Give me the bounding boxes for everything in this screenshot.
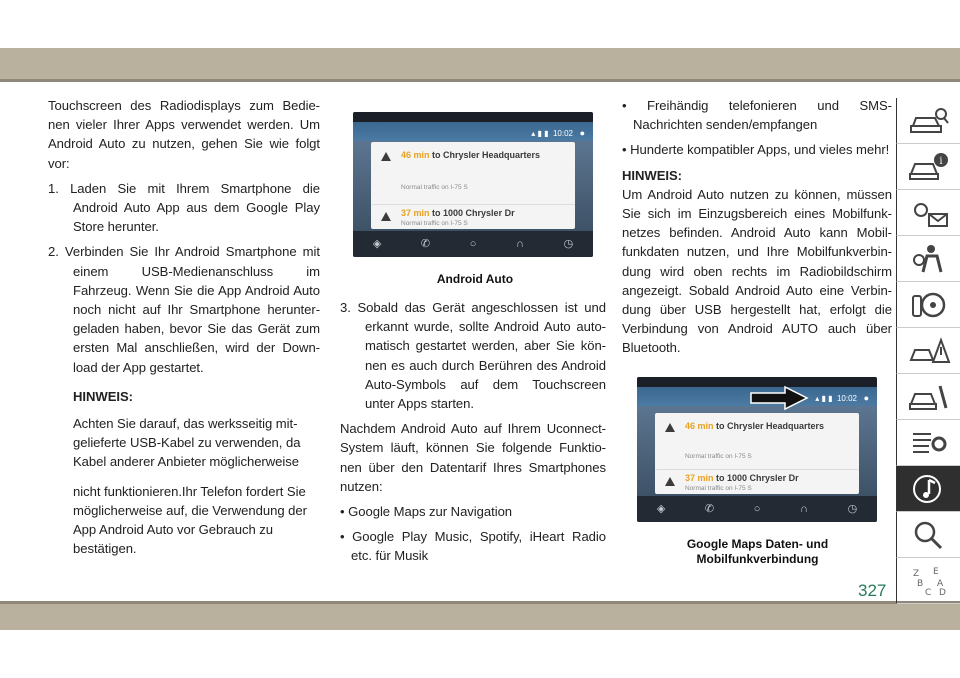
- bullet-music: • Google Play Music, Spotify, iHeart Radio etc. für Musik: [340, 529, 606, 564]
- step-3: 3. Sobald das Gerät angeschlossen ist und erkannt wurde, sollte Android Auto auto-matisch gestartet werden, aber Sie kön-nen es auch durch Berühren des Android Auto-Symbols auf dem Touchscreen unter Apps starten.: [340, 300, 606, 412]
- tab-multimedia[interactable]: [896, 466, 960, 512]
- android-auto-navbar: [353, 231, 593, 257]
- google-maps-data-screenshot: [637, 377, 877, 522]
- car-wrench-icon: [907, 380, 951, 414]
- svg-text:i: i: [938, 155, 943, 167]
- status-icons: ▴ ▮ ▮ 10:02: [531, 129, 573, 138]
- mic-icon: ●: [579, 128, 585, 138]
- nav-card: 46 min to Chrysler Headquarters Normal traffic on I-75 S: [371, 142, 575, 212]
- exit-icon: ◷: [563, 237, 574, 250]
- nav-card-4: 37 min to 1000 Chrysler Dr Normal traffic on I-75 S: [655, 469, 859, 494]
- bullet-google-maps: • Google Maps zur Navigation: [340, 504, 513, 520]
- mic-icon-2: ●: [863, 393, 869, 403]
- magnifier-icon: [907, 518, 951, 552]
- tab-lights[interactable]: [896, 190, 960, 236]
- phone-icon: ✆: [420, 237, 431, 250]
- column-middle: [340, 298, 606, 572]
- step-2: 2. Verbinden Sie Ihr Android Smartphone mit einem USB-Medienanschluss im Fahrzeug. Wenn Sie die App Android Auto noch nicht auf Ihr Smartphone herunter-geladen haben, bevor Sie das Gerät zum ersten Mal anschließen, wird der Down-load der App gestartet.: [48, 244, 320, 375]
- android-auto-navbar-2: [637, 496, 877, 522]
- android-auto-screenshot: [353, 112, 593, 257]
- headphones-icon-2: ∩: [800, 502, 808, 515]
- navigation-arrow-icon: [381, 152, 391, 161]
- caption-google-maps: Google Maps Daten- und Mobilfunkverbindung: [686, 537, 829, 566]
- caption-android-auto: Android Auto: [436, 272, 514, 286]
- alphabet-index-icon: [907, 564, 951, 598]
- navigation-arrow-icon-4: [665, 477, 675, 486]
- airbag-person-icon: [907, 242, 951, 276]
- exit-icon-2: ◷: [847, 502, 858, 515]
- home-icon-2: ○: [753, 502, 761, 515]
- tab-safety[interactable]: [896, 236, 960, 282]
- svg-text:E: E: [932, 566, 939, 577]
- navigation-icon-2: ◈: [656, 502, 666, 515]
- nav-card-3: 46 min to Chrysler Headquarters Normal traffic on I-75 S: [655, 413, 859, 483]
- status-icons-2: ▴ ▮ ▮ 10:02: [815, 394, 857, 403]
- bullet-apps: • Hunderte kompatibler Apps, und vieles mehr!: [622, 142, 890, 158]
- note-title: HINWEIS:: [73, 388, 133, 404]
- navigation-arrow-icon-3: [665, 423, 675, 432]
- svg-text:C: C: [924, 587, 931, 598]
- car-road-warning-icon: [907, 334, 951, 368]
- steering-wheel-icon: [907, 288, 951, 322]
- svg-text:B: B: [916, 578, 923, 589]
- note-title-2: HINWEIS:: [622, 167, 682, 183]
- home-icon: ○: [469, 237, 477, 250]
- note-paragraph-2: nicht funktionieren.Ihr Telefon fordert Sie möglicherweise auf, die Verwendung der App Android Auto vor Gebrauch zu bestätigen.: [73, 483, 307, 557]
- tab-emergency[interactable]: [896, 328, 960, 374]
- multimedia-note-icon: [907, 472, 951, 506]
- svg-text:A: A: [936, 578, 943, 589]
- list-gear-icon: [907, 426, 951, 460]
- nav-card-2: 37 min to 1000 Chrysler Dr Normal traffic on I-75 S: [371, 204, 575, 229]
- header-band: [0, 48, 960, 79]
- car-magnifier-icon: [907, 104, 951, 138]
- note-body-2: Um Android Auto nutzen zu können, müssen Sie sich im Einzugsbereich eines Mobilfunk-netzes befinden. Android Auto kann Mobil-funkdaten nutzen, und Ihre Mobilfunkverbin-dung wird oben rechts im Radiobildschirm angezeigt. Sobald Android Auto eine Verbin-dung über USB hergestellt hat, erfolgt die Verbindung von Android AUTO auch über Bluetooth.: [622, 186, 892, 356]
- tab-vehicle[interactable]: [896, 98, 960, 144]
- navigation-arrow-icon-2: [381, 212, 391, 221]
- navigation-icon: ◈: [372, 237, 382, 250]
- intro-paragraph: Touchscreen des Radiodisplays zum Bedie-nen vieler Ihrer Apps verwendet werden. Um Android Auto zu nutzen, gehen Sie wie folgt vor:: [48, 98, 320, 171]
- tab-index-alphabet[interactable]: [896, 558, 960, 604]
- bullet-phone: • Freihändig telefonieren und SMS-Nachrichten senden/empfangen: [622, 98, 892, 133]
- page-number: 327: [858, 581, 887, 600]
- step-1: 1. Laden Sie mit Ihrem Smartphone die Android Auto App aus dem Google Play Store herunter.: [48, 180, 320, 235]
- features-paragraph: Nachdem Android Auto auf Ihrem Uconnect-System läuft, können Sie folgende Funktio-nen über den Datentarif Ihres Smartphones nutzen:: [340, 421, 606, 494]
- tab-specs[interactable]: [896, 420, 960, 466]
- tab-driving[interactable]: [896, 282, 960, 328]
- tab-service[interactable]: [896, 374, 960, 420]
- phone-icon-2: ✆: [704, 502, 715, 515]
- sun-mail-icon: [907, 196, 951, 230]
- headphones-icon: ∩: [516, 237, 524, 250]
- tab-index-search[interactable]: [896, 512, 960, 558]
- tab-warning[interactable]: [896, 144, 960, 190]
- note-paragraph-1: Achten Sie darauf, das werksseitig mit-gelieferte USB-Kabel zu verwenden, da Kabel anderer Anbieter möglicherweise: [73, 416, 301, 470]
- column-left: [48, 96, 320, 564]
- column-right: [622, 96, 892, 364]
- callout-arrow-icon: [749, 385, 809, 411]
- footer-band: [0, 604, 960, 630]
- svg-text:D: D: [938, 587, 946, 598]
- car-info-icon: [907, 150, 951, 184]
- svg-text:Z: Z: [912, 568, 919, 579]
- chapter-tabs: [896, 98, 960, 604]
